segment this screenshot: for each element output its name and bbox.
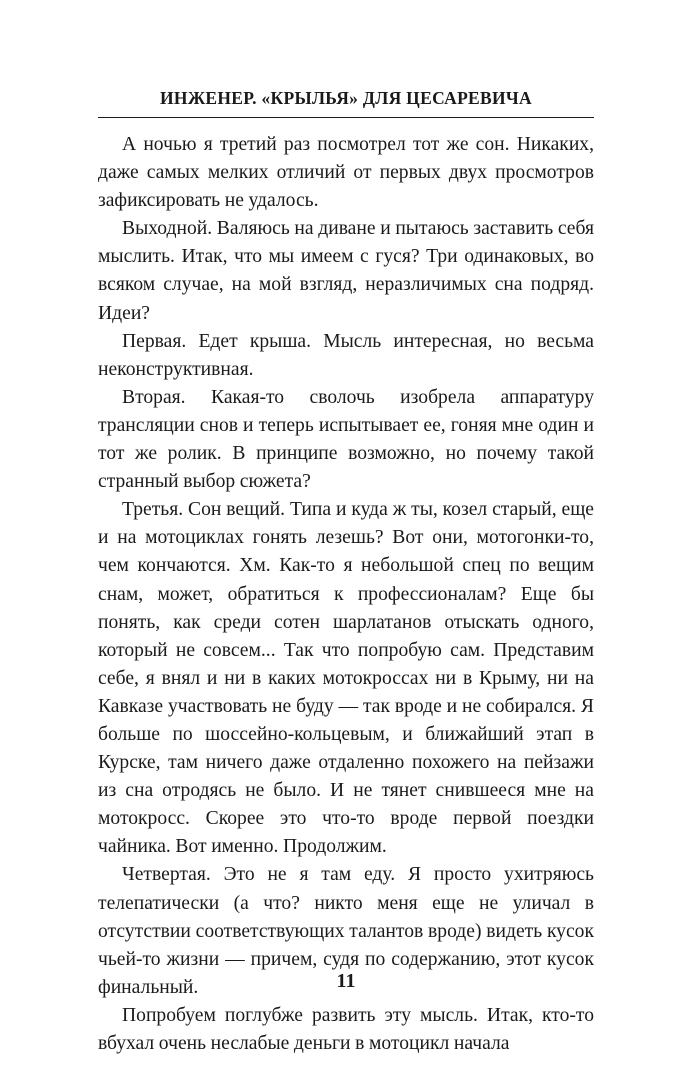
paragraph: А ночью я третий раз посмотрел тот же сон. Никаких, даже самых мелких отличий от первых двух просмотров зафиксировать не удалось.	[98, 134, 594, 212]
paragraph: Первая. Едет крыша. Мысль интересная, но весьма неконструктивная.	[98, 330, 594, 380]
paragraph: Попробуем поглубже развить эту мысль. Итак, кто-то вбухал очень неслабые деньги в мотоцикл начала	[98, 1004, 594, 1054]
running-head: ИНЖЕНЕР. «КРЫЛЬЯ» ДЛЯ ЦЕСАРЕВИЧА	[160, 88, 532, 108]
paragraph: Третья. Сон вещий. Типа и куда ж ты, козел старый, еще и на мотоциклах гонять лезешь? Вот они, мотогонки-то, чем кончаются. Хм. Как-то я небольшой спец по вещим снам, может, обратиться к профессионалам? Еще бы понять, как среди сотен шарлатанов отыскать одного, который не совсем... Так что попробую сам. Представим себе, я внял и ни в каких мотокроссах ни в Крыму, ни на Кавказе участвовать не буду — так вроде и не собирался. Я больше по шоссейно-кольцевым, и ближайший этап в Курске, там ничего даже отдаленно похожего на пейзажи из сна отродясь не было. И не тянет снившееся мне на мотокросс. Скорее это что-то вроде первой поездки чайника. Вот именно. Продолжим.	[98, 499, 594, 858]
paragraph: Четвертая. Это не я там еду. Я просто ухитряюсь телепатически (а что? никто меня еще не уличал в отсутствии соответствующих талантов вроде) видеть кусок чьей-то жизни — причем, судя по содержанию, этот кусок финальный.	[98, 864, 594, 998]
body-text	[98, 131, 594, 1058]
paragraph: Выходной. Валяюсь на диване и пытаюсь заставить себя мыслить. Итак, что мы имеем с гуся? Три одинаковых, во всяком случае, на мой взгляд, неразличимых сна подряд. Идеи?	[98, 218, 594, 324]
page-number: 11	[336, 970, 356, 992]
header-rule	[98, 117, 594, 118]
paragraph: Вторая. Какая-то сволочь изобрела аппаратуру трансляции снов и теперь испытывает ее, гоняя мне один и тот же ролик. В принципе возможно, но почему такой странный выбор сюжета?	[98, 386, 594, 493]
